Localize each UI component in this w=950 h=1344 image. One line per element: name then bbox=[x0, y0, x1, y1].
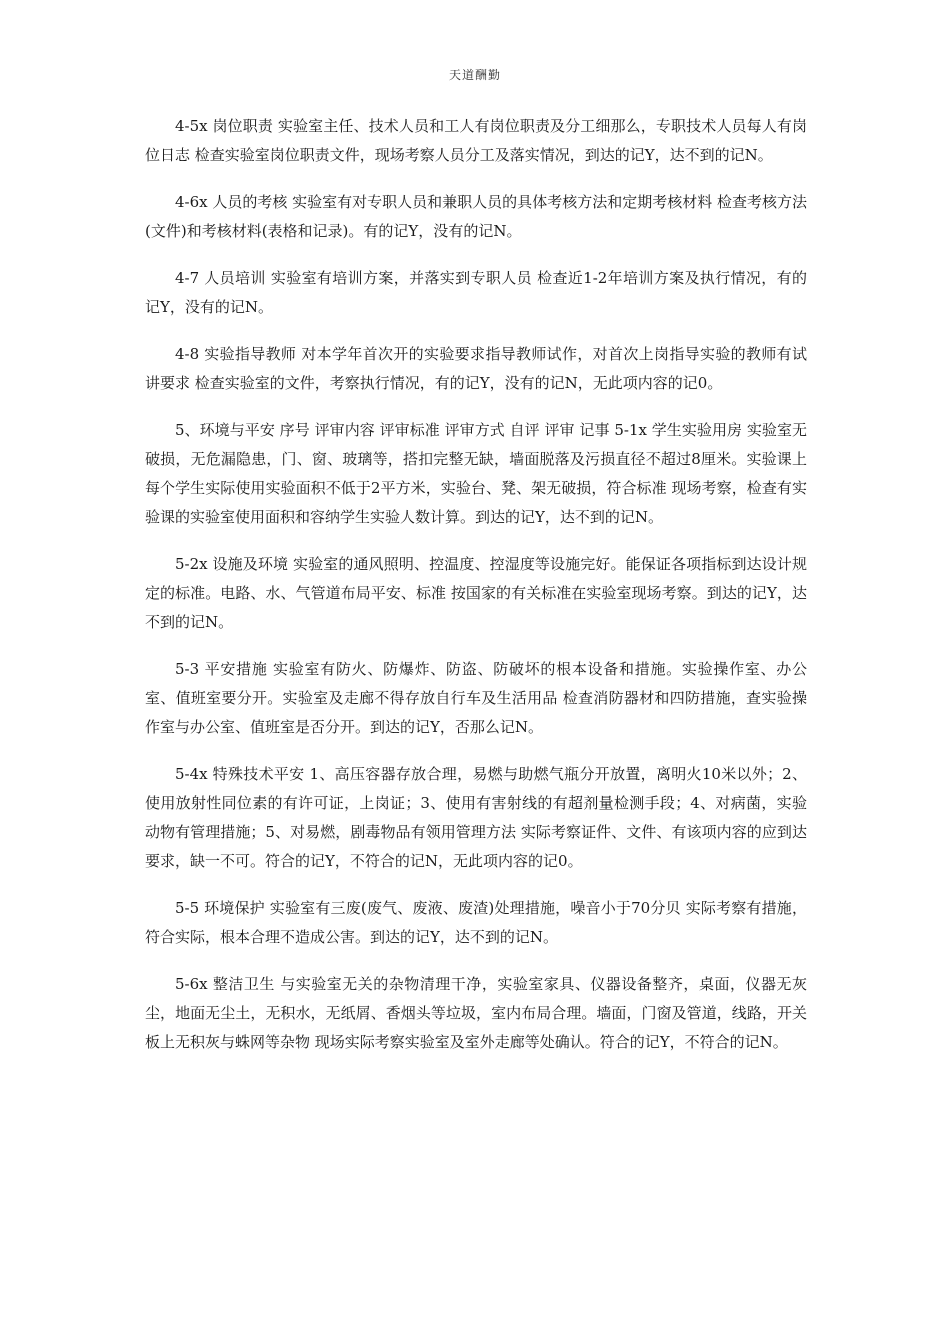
paragraph-4-6: 4-6x 人员的考核 实验室有对专职人员和兼职人员的具体考核方法和定期考核材料 检查考核方法(文件)和考核材料(表格和记录)。有的记Y，没有的记N。 bbox=[145, 193, 807, 240]
paragraph-4-5: 4-5x 岗位职责 实验室主任、技术人员和工人有岗位职责及分工细那么，专职技术人员每人有岗位日志 检查实验室岗位职责文件，现场考察人员分工及落实情况，到达的记Y，达不到的记N。 bbox=[145, 117, 807, 164]
paragraph-5-2: 5-2x 设施及环境 实验室的通风照明、控温度、控湿度等设施完好。能保证各项指标到达设计规定的标准。电路、水、气管道布局平安、标准 按国家的有关标准在实验室现场考察。到达的记Y，达不到的记N。 bbox=[145, 555, 807, 631]
paragraph-5-1: 5、环境与平安 序号 评审内容 评审标准 评审方式 自评 评审 记事 5-1x 学生实验用房 实验室无破损，无危漏隐患，门、窗、玻璃等，搭扣完整无缺，墙面脱落及污损直径不超过8厘米。实验课上每个学生实际使用实验面积不低于2平方米，实验台、凳、架无破损，符合标准 现场考察，检查有实验课的实验室使用面积和容纳学生实验人数计算。到达的记Y，达不到的记N。 bbox=[145, 421, 807, 526]
paragraph-5-3: 5-3 平安措施 实验室有防火、防爆炸、防盗、防破坏的根本设备和措施。实验操作室、办公室、值班室要分开。实验室及走廊不得存放自行车及生活用品 检查消防器材和四防措施，查实验操作室与办公室、值班室是否分开。到达的记Y，否那么记N。 bbox=[145, 660, 807, 736]
paragraph-5-6: 5-6x 整洁卫生 与实验室无关的杂物清理干净，实验室家具、仪器设备整齐，桌面，仪器无灰尘，地面无尘土，无积水，无纸屑、香烟头等垃圾，室内布局合理。墙面，门窗及管道，线路，开关板上无积灰与蛛网等杂物 现场实际考察实验室及室外走廊等处确认。符合的记Y，不符合的记N。 bbox=[145, 975, 807, 1051]
paragraph-4-8: 4-8 实验指导教师 对本学年首次开的实验要求指导教师试作，对首次上岗指导实验的教师有试讲要求 检查实验室的文件，考察执行情况，有的记Y，没有的记N，无此项内容的记0。 bbox=[145, 345, 807, 392]
paragraph-5-4: 5-4x 特殊技术平安 1、高压容器存放合理，易燃与助燃气瓶分开放置，离明火10米以外；2、使用放射性同位素的有许可证，上岗证；3、使用有害射线的有超剂量检测手段；4、对病菌，实验动物有管理措施；5、对易燃，剧毒物品有领用管理方法 实际考察证件、文件、有该项内容的应到达要求，缺一不可。符合的记Y，不符合的记N，无此项内容的记0。 bbox=[145, 765, 807, 870]
paragraph-5-5: 5-5 环境保护 实验室有三废(废气、废液、废渣)处理措施，噪音小于70分贝 实际考察有措施，符合实际，根本合理不造成公害。到达的记Y，达不到的记N。 bbox=[145, 899, 807, 946]
document-body bbox=[145, 112, 807, 1075]
page-header: 天道酬勤 bbox=[448, 68, 501, 82]
paragraph-4-7: 4-7 人员培训 实验室有培训方案，并落实到专职人员 检查近1-2年培训方案及执行情况，有的记Y，没有的记N。 bbox=[145, 269, 807, 316]
